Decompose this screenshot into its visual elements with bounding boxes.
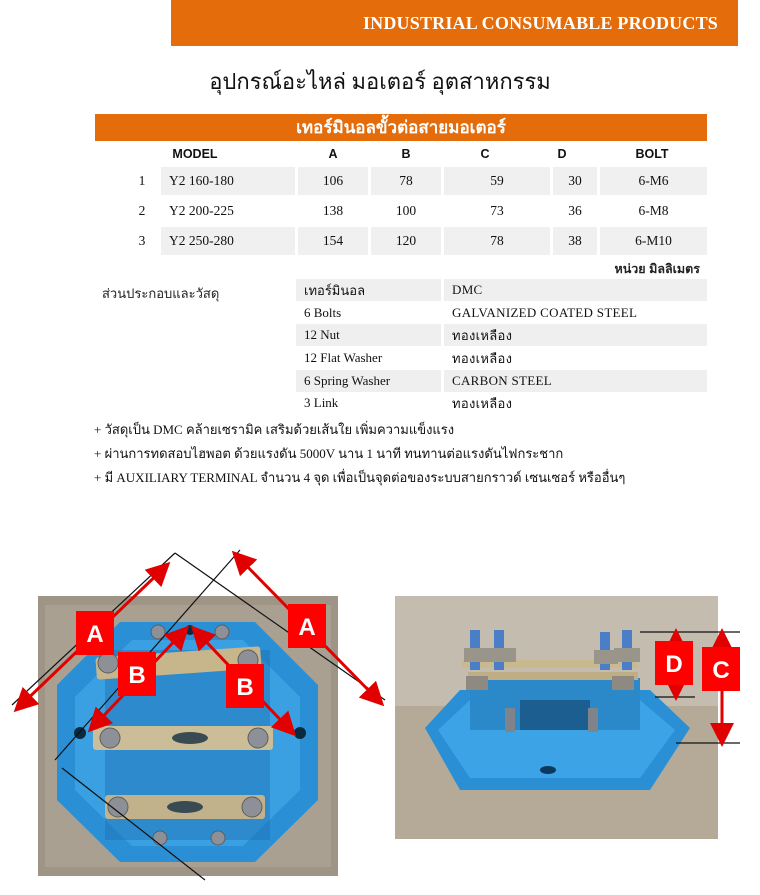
material-part: เทอร์มินอล — [296, 279, 441, 301]
feature-bullet: + ผ่านการทดสอบไฮพอต ด้วยแรงดัน 5000V นาน 1 นาที ทนทานต่อแรงดันไฟกระชาก — [94, 446, 564, 461]
col-a: A — [328, 147, 338, 161]
row-bolt: 6-M6 — [600, 167, 707, 195]
feature-bullet: + มี AUXILIARY TERMINAL จำนวน 4 จุด เพื่อเป็นจุดต่อของระบบสายกราวด์ เซนเซอร์ หรืออื่นๆ — [94, 470, 626, 485]
terminal-side-view-figure — [395, 596, 760, 841]
material-value: CARBON STEEL — [444, 370, 707, 392]
material-row — [296, 347, 707, 369]
col-bolt: BOLT — [635, 147, 669, 161]
label-d-text: D — [665, 651, 683, 678]
components-label: ส่วนประกอบและวัสดุ — [102, 286, 220, 301]
row-number: 2 — [138, 203, 146, 218]
material-value: DMC — [444, 279, 707, 301]
banner-title: INDUSTRIAL CONSUMABLE PRODUCTS — [362, 12, 718, 33]
material-value: ทองเหลือง — [452, 395, 513, 411]
row-bolt: 6-M8 — [638, 203, 669, 218]
header-banner — [171, 0, 738, 46]
row-b: 78 — [371, 167, 441, 195]
material-part: 6 Spring Washer — [296, 370, 441, 392]
row-d: 38 — [553, 227, 597, 255]
row-model: Y2 200-225 — [169, 203, 234, 218]
material-row — [296, 324, 707, 346]
row-bolt: 6-M10 — [600, 227, 707, 255]
material-value: ทองเหลือง — [452, 350, 513, 366]
unit-note: หน่วย มิลลิเมตร — [614, 262, 700, 276]
row-model: Y2 250-280 — [161, 227, 295, 255]
label-c-text: C — [712, 657, 730, 684]
material-part: 3 Link — [304, 395, 339, 410]
table-row — [131, 197, 707, 225]
material-part: 12 Flat Washer — [304, 350, 383, 365]
page-title: อุปกรณ์อะไหล่ มอเตอร์ อุตสาหกรรม — [209, 69, 551, 94]
row-c: 78 — [444, 227, 550, 255]
col-model: MODEL — [172, 147, 218, 161]
table-header-text: เทอร์มินอลขั้วต่อสายมอเตอร์ — [296, 118, 506, 137]
row-a: 106 — [298, 167, 368, 195]
row-a: 154 — [298, 227, 368, 255]
col-c: C — [480, 147, 490, 161]
row-c: 73 — [490, 203, 504, 218]
row-d: 30 — [553, 167, 597, 195]
row-b: 120 — [371, 227, 441, 255]
material-row — [296, 392, 707, 414]
table-row — [131, 167, 707, 195]
table-row — [131, 227, 707, 255]
col-d: D — [557, 147, 567, 161]
col-b: B — [401, 147, 411, 161]
row-c: 59 — [444, 167, 550, 195]
material-part: 6 Bolts — [304, 305, 342, 320]
material-row — [296, 302, 707, 324]
label-b-right-text: B — [236, 674, 254, 701]
feature-bullet: + วัสดุเป็น DMC คล้ายเซรามิค เสริมด้วยเส้นใย เพิ่มความแข็งแรง — [94, 422, 455, 437]
material-value: GALVANIZED COATED STEEL — [452, 305, 638, 320]
column-headers — [0, 147, 760, 165]
terminal-top-view-figure — [0, 540, 395, 885]
material-value: ทองเหลือง — [444, 324, 707, 346]
row-a: 138 — [322, 203, 344, 218]
row-d: 36 — [568, 203, 582, 218]
material-part: 12 Nut — [296, 324, 441, 346]
label-a-right-text: A — [298, 614, 316, 641]
row-number: 3 — [138, 233, 146, 248]
row-b: 100 — [395, 203, 417, 218]
material-row — [296, 279, 707, 301]
material-row — [296, 370, 707, 392]
row-number: 1 — [138, 173, 146, 188]
label-a-left-text: A — [86, 621, 104, 648]
table-header — [95, 114, 707, 141]
row-model: Y2 160-180 — [161, 167, 295, 195]
label-b-left-text: B — [128, 662, 146, 689]
